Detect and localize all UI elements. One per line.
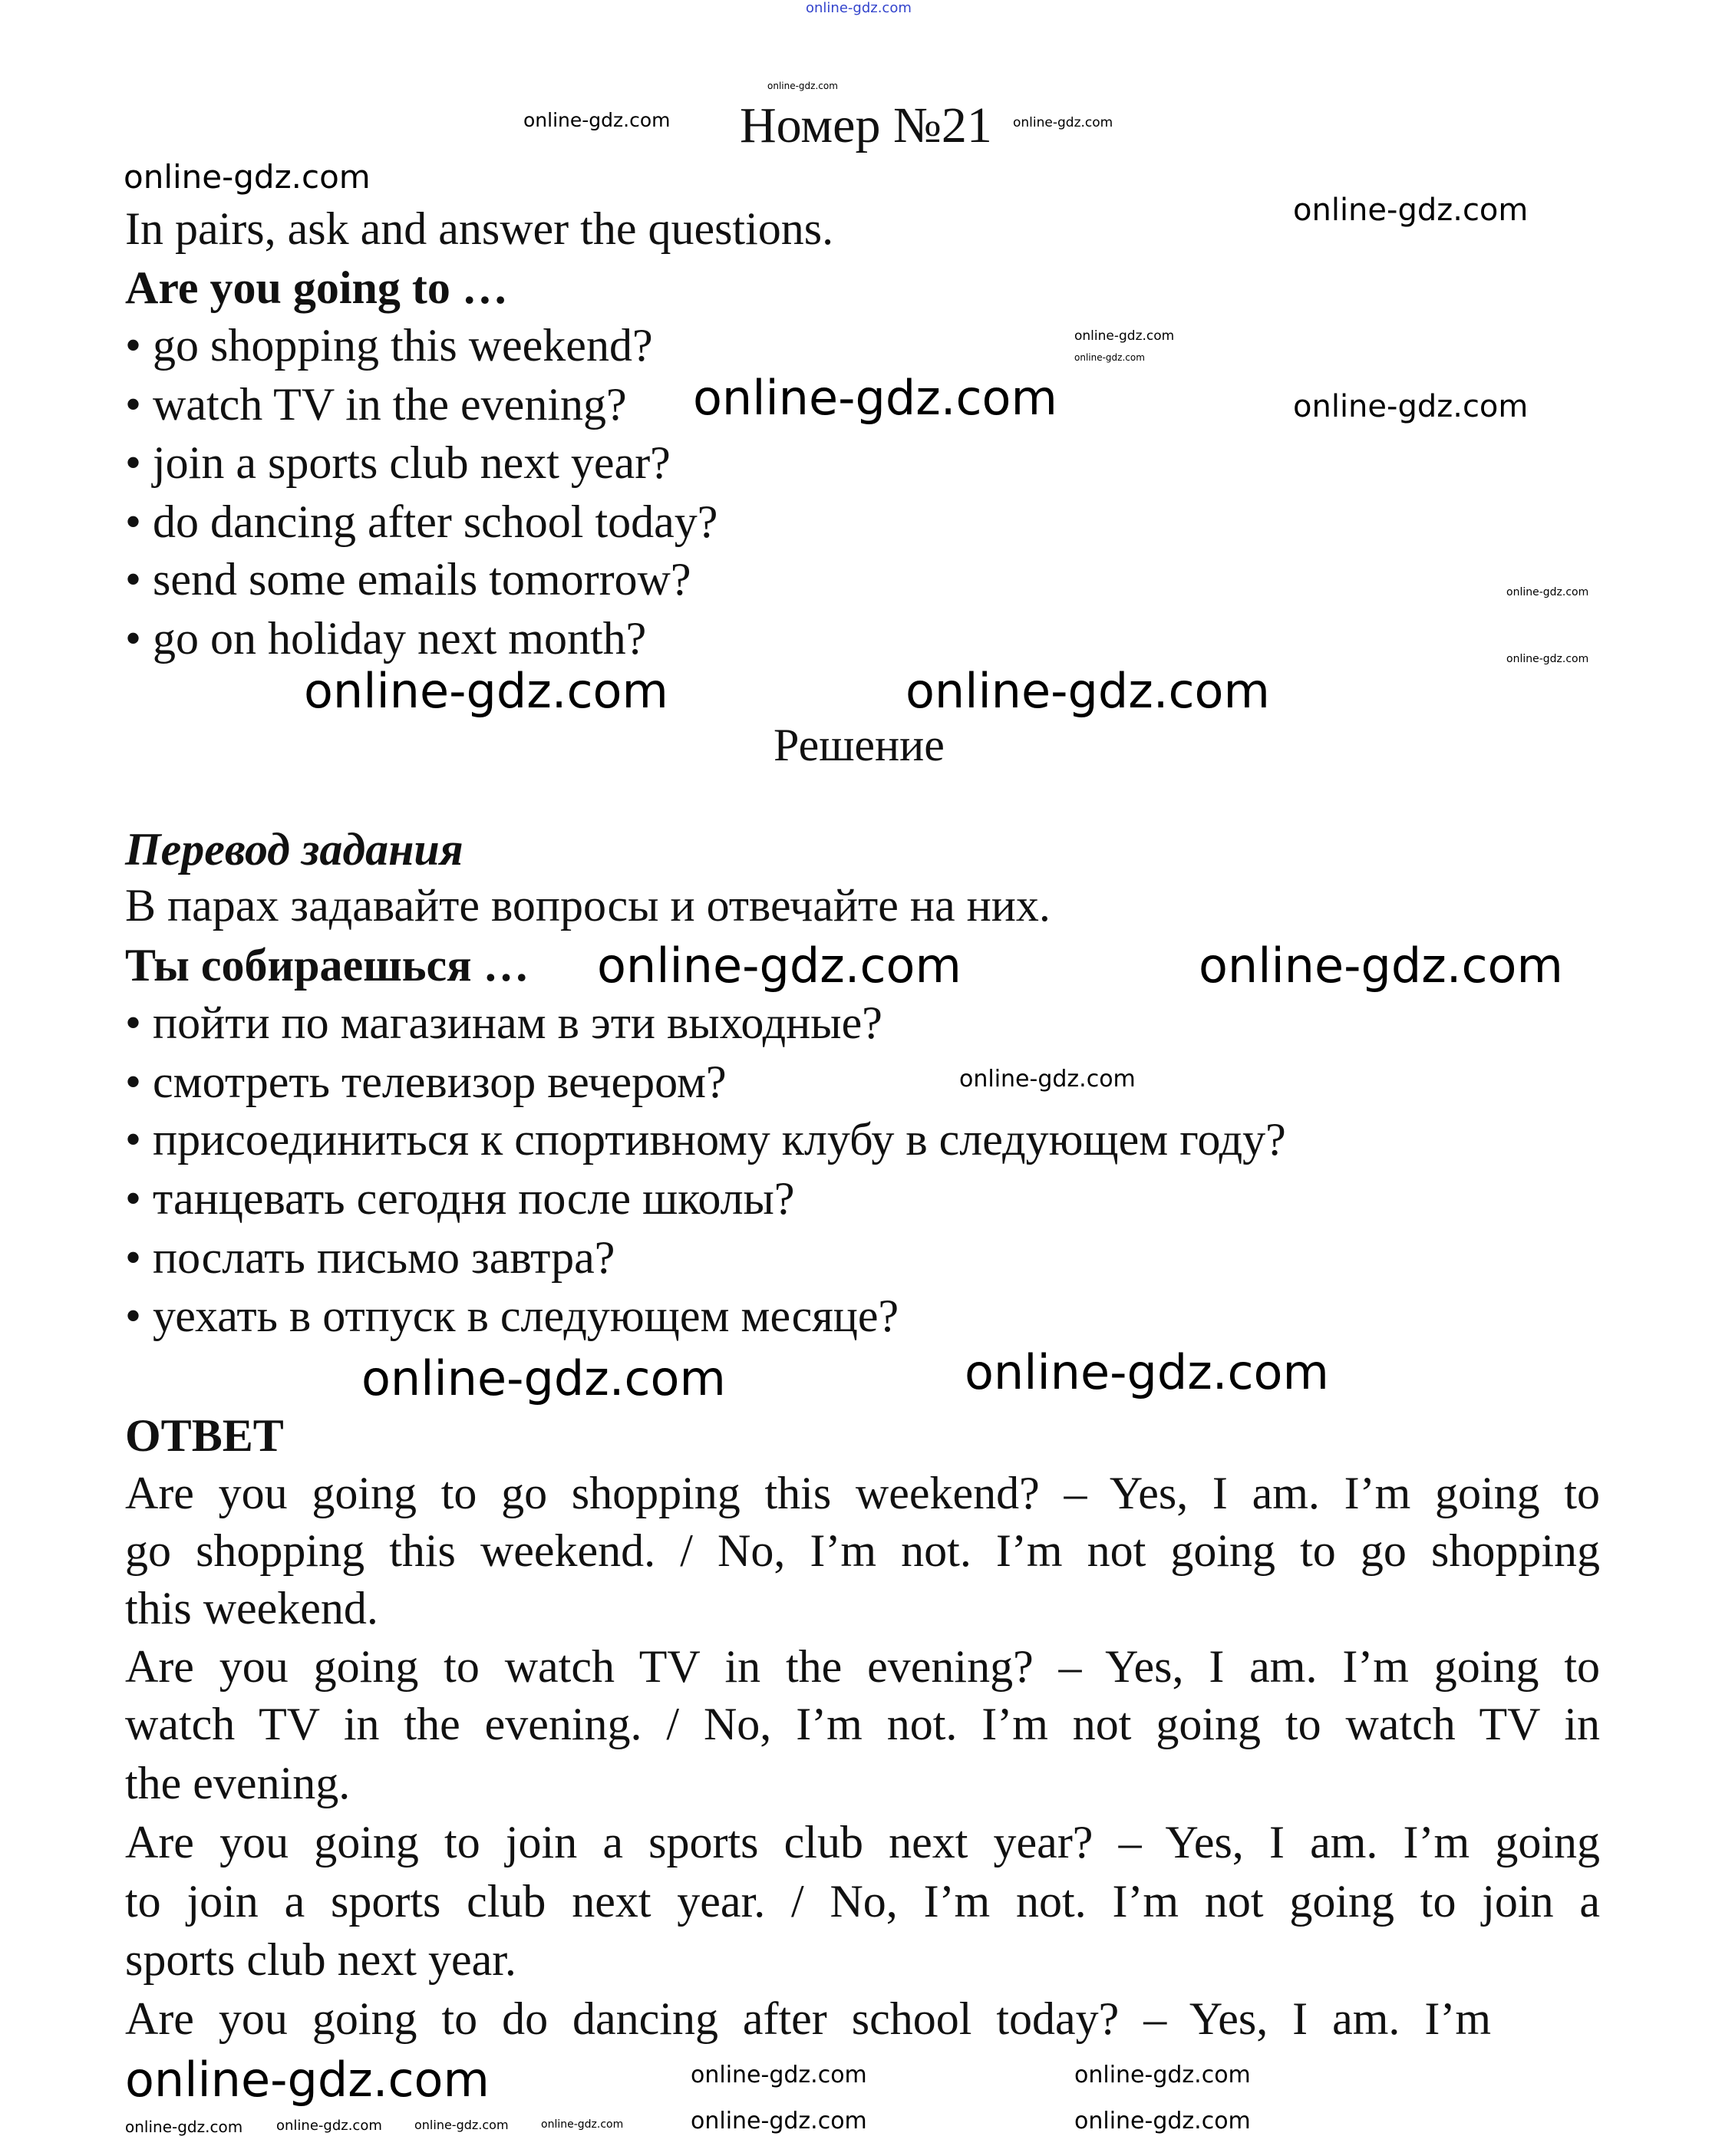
watermark: online-gdz.com [1293,193,1529,228]
watermark: online-gdz.com [691,2062,867,2088]
answer-line: go shopping this weekend. / No, I’m not. I’m not going to go shopping [125,1525,1600,1576]
answer-line: Are you going to join a sports club next year? – Yes, I am. I’m going [125,1817,1600,1868]
watermark: online-gdz.com [1074,352,1145,363]
translation-heading: Перевод задания [125,824,463,875]
watermark: online-gdz.com [1199,938,1563,994]
list-item: • смотреть телевизор вечером? [125,1057,727,1107]
watermark: online-gdz.com [1013,115,1113,130]
watermark: online-gdz.com [304,663,668,719]
task-lead: Are you going to … [125,262,508,313]
watermark: online-gdz.com [767,81,838,91]
list-item: • присоединиться к спортивному клубу в следующем году? [125,1114,1286,1165]
list-item: • join a sports club next year? [125,437,671,488]
watermark: online-gdz.com [1074,328,1175,344]
watermark: online-gdz.com [1293,389,1529,424]
watermark: online-gdz.com [124,158,371,196]
watermark: online-gdz.com [693,370,1057,426]
watermark: online-gdz.com [276,2118,382,2134]
watermark: online-gdz.com [965,1344,1329,1400]
watermark: online-gdz.com [523,109,671,131]
translation-lead: Ты собираешься … [125,940,529,991]
answer-heading: ОТВЕТ [125,1410,284,1461]
watermark: online-gdz.com [1506,586,1589,598]
answer-line: to join a sports club next year. / No, I’m not. I’m not going to join a [125,1876,1600,1927]
list-item: • уехать в отпуск в следующем месяце? [125,1291,899,1341]
watermark: online-gdz.com [1074,2062,1251,2088]
answer-line: sports club next year. [125,1934,516,1985]
watermark: online-gdz.com [1506,653,1589,665]
list-item: • послать письмо завтра? [125,1232,615,1283]
page-title: Номер №21 [740,97,992,153]
list-item: • go on holiday next month? [125,613,647,664]
answer-line: the evening. [125,1758,351,1808]
task-instruction: In pairs, ask and answer the questions. [125,203,834,254]
translation-instruction: В парах задавайте вопросы и отвечайте на них. [125,880,1051,931]
watermark: online-gdz.com [125,2052,490,2108]
watermark: online-gdz.com [905,663,1270,719]
list-item: • танцевать сегодня после школы? [125,1173,795,1224]
list-item: • пойти по магазинам в эти выходные? [125,997,882,1048]
watermark: online-gdz.com [414,2118,509,2132]
answer-line: watch TV in the evening. / No, I’m not. I’m not going to watch TV in [125,1699,1600,1749]
answer-line: this weekend. [125,1583,378,1633]
watermark: online-gdz.com [1074,2108,1251,2135]
watermark: online-gdz.com [361,1350,726,1406]
solution-heading: Решение [774,720,945,770]
watermark: online-gdz.com [959,1066,1136,1093]
list-item: • do dancing after school today? [125,496,718,547]
answer-line: Are you going to do dancing after school today? – Yes, I am. I’m [125,1993,1491,2044]
list-item: • go shopping this weekend? [125,320,653,371]
answer-line: Are you going to watch TV in the evening? – Yes, I am. I’m going to [125,1641,1600,1692]
watermark: online-gdz.com [597,938,962,994]
list-item: • send some emails tomorrow? [125,554,691,605]
watermark: online-gdz.com [691,2108,867,2135]
watermark: online-gdz.com [806,0,912,16]
answer-line: Are you going to go shopping this weekend? – Yes, I am. I’m going to [125,1468,1600,1518]
list-item: • watch TV in the evening? [125,379,627,430]
watermark: online-gdz.com [125,2118,243,2136]
watermark: online-gdz.com [541,2118,624,2131]
